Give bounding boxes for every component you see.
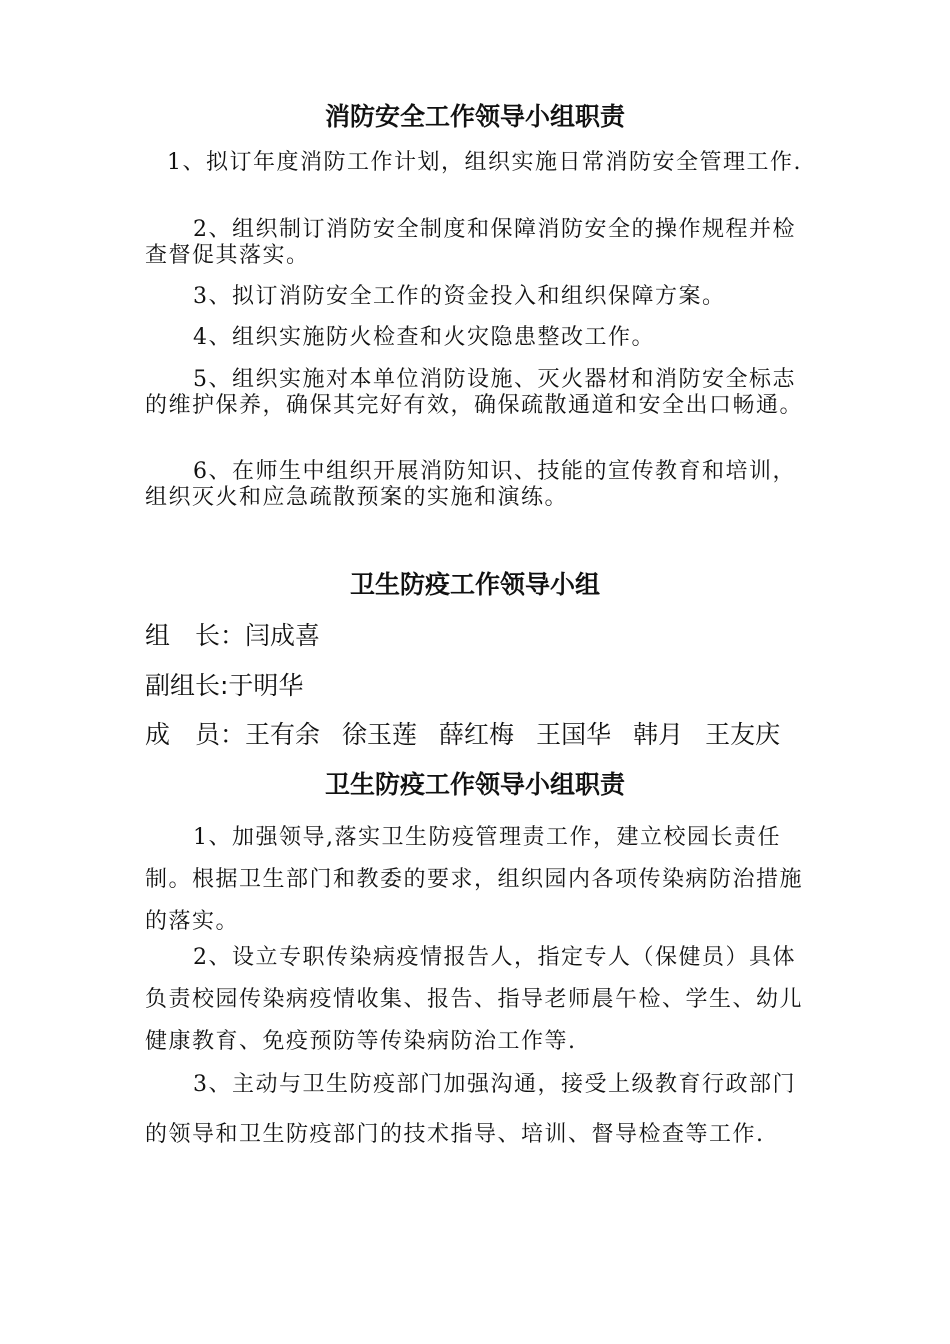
fire-item-6: 6、在师生中组织开展消防知识、技能的宣传教育和培训，组织灭火和应急疏散预案的实施和演练。 <box>145 459 796 510</box>
member-name: 王友庆 <box>705 720 781 749</box>
health-group-title: 卫生防疫工作领导小组 <box>349 570 600 599</box>
member-name: 薛红梅 <box>439 720 515 749</box>
group-members <box>145 719 805 751</box>
health-item-3: 3、主动与卫生防疫部门加强沟通，接受上级教育行政部门的领导和卫生防疫部门的技术指导、培训、督导检查等工作. <box>145 1072 796 1147</box>
member-name: 王国华 <box>536 720 612 749</box>
fire-item-2: 2、组织制订消防安全制度和保障消防安全的操作规程并检查督促其落实。 <box>145 217 796 268</box>
group-leader: 组 长：闫成喜 <box>145 621 321 650</box>
member-name: 韩月 <box>633 720 684 749</box>
member-name: 王有余 <box>245 720 321 749</box>
members-label: 成 员： <box>145 720 246 749</box>
group-deputy: 副组长:于明华 <box>145 671 304 700</box>
member-name: 徐玉莲 <box>342 720 418 749</box>
fire-item-1: 1、拟订年度消防工作计划，组织实施日常消防安全管理工作. <box>167 150 802 175</box>
fire-item-5: 5、组织实施对本单位消防设施、灭火器材和消防安全标志的维护保养，确保其完好有效，确保疏散通道和安全出口畅通。 <box>145 367 804 418</box>
fire-item-3: 3、拟订消防安全工作的资金投入和组织保障方案。 <box>193 284 726 309</box>
fire-section-title: 消防安全工作领导小组职责 <box>324 102 625 131</box>
health-item-1: 1、加强领导,落实卫生防疫管理责工作，建立校园长责任制。根据卫生部门和教委的要求，组织园内各项传染病防治措施的落实。 <box>145 825 804 934</box>
health-item-2: 2、设立专职传染病疫情报告人，指定专人（保健员）具体负责校园传染病疫情收集、报告、指导老师晨午检、学生、幼儿健康教育、免疫预防等传染病防治工作等. <box>145 945 804 1054</box>
fire-item-4: 4、组织实施防火检查和火灾隐患整改工作。 <box>193 325 655 350</box>
health-section-title: 卫生防疫工作领导小组职责 <box>324 770 625 799</box>
